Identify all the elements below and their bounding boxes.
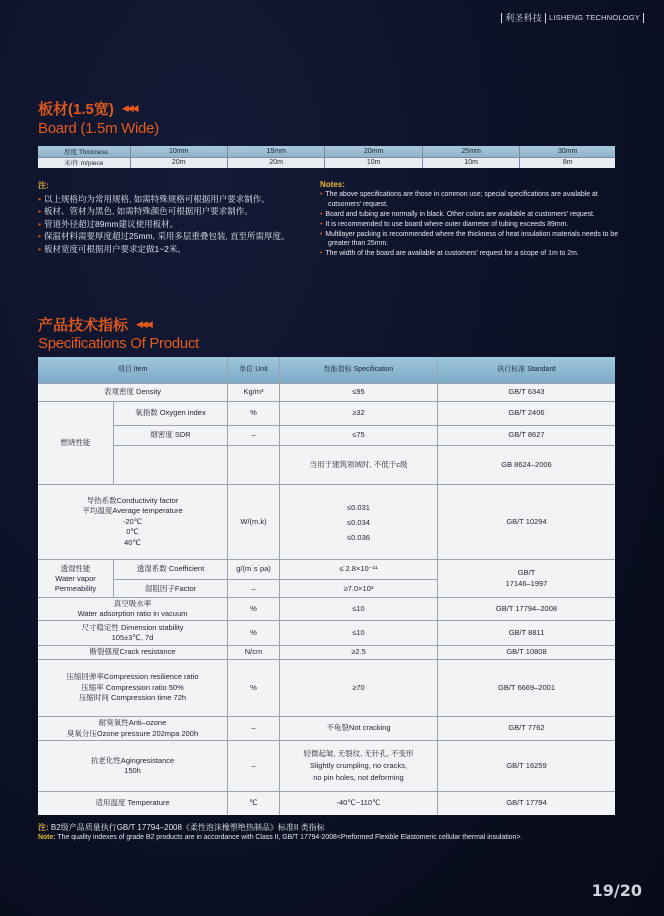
- note-item-cn: • 保温材料需要厚度超过25mm, 采用多层重叠包装, 直至所需厚度。: [38, 231, 290, 242]
- triple-arrow-icon: ◀◀◀: [136, 319, 151, 329]
- vapor-group-label: [38, 560, 114, 597]
- item-cell: 表观密度 Density: [38, 384, 228, 401]
- group-line: 透湿性能: [60, 563, 91, 573]
- unit-cell: N/cm: [228, 646, 280, 659]
- footer-note-en: [38, 834, 522, 841]
- unit-cell: ℃: [228, 792, 280, 815]
- unit-cell: –: [228, 425, 280, 445]
- spec-line: 轻微起皱, 无裂纹, 无针孔, 不变形: [303, 749, 414, 758]
- unit-cell: %: [228, 621, 280, 645]
- spec-cell: ≥70: [280, 660, 438, 716]
- spec-title-cn: [38, 314, 151, 335]
- note-text: It is recommended to use board where outer diameter of tubing exceeds 89mm.: [325, 220, 569, 228]
- board-title-cn: [38, 98, 137, 119]
- brand-header: [501, 11, 644, 24]
- length-cell: 10m: [325, 157, 422, 168]
- item-cell-empty: [114, 446, 228, 485]
- board-length-row: [38, 157, 615, 168]
- table-row-vacuum: [38, 597, 615, 620]
- thickness-label-cn: 厚度: [64, 148, 77, 156]
- footer-note-text: B2级产品质量执行GB/T 17794–2008《柔性泡沫橡塑绝热制品》标准II 类指标: [50, 823, 325, 832]
- item-cell: [38, 717, 228, 740]
- thickness-cell: 15mm: [227, 146, 324, 157]
- standard-cell: GB/T 8811: [508, 627, 545, 637]
- standard-cell: GB/T 6343: [508, 387, 545, 397]
- brand-divider: [501, 13, 502, 23]
- unit-cell-empty: [228, 445, 280, 485]
- header-standard: 执行标准 Standard: [497, 365, 556, 373]
- flame-group-label: 燃烧性能: [38, 402, 114, 484]
- item-line: 0℃: [126, 527, 139, 537]
- item-line: 压缩率 Compression ratio 50%: [81, 682, 184, 692]
- item-line: 耐臭氧性Anti–ozone: [98, 718, 167, 727]
- notes-en-title: Notes:: [320, 180, 345, 189]
- board-title-en: Board (1.5m Wide): [38, 120, 159, 137]
- item-line: 平均温度Average temperature: [82, 506, 183, 516]
- table-row-ozone: [38, 716, 615, 740]
- item-cell: [38, 598, 228, 620]
- spec-line: ≤0.036: [347, 532, 370, 542]
- note-item-cn: • 板材、管材为黑色, 如需特殊颜色可根据用户要求制作。: [38, 206, 253, 217]
- thickness-label-en: Thickness: [78, 148, 109, 156]
- table-row-dimension: [38, 620, 615, 645]
- spec-cell: ≥2.5: [280, 646, 438, 659]
- sub-row-smoke: [114, 425, 228, 445]
- header-item: 项目 Item: [38, 357, 228, 383]
- standard-cell: GB/T 8627: [438, 425, 615, 445]
- item-cell: [38, 660, 228, 716]
- item-line: 导热系数Conductivity factor: [86, 495, 179, 505]
- standard-cell: [438, 560, 615, 597]
- note-text: 管道外径超过89mm建议使用板材。: [43, 218, 179, 229]
- item-cell: 氧指数 Oxygen index: [114, 402, 228, 425]
- spec-cell: 不龟裂Not cracking: [280, 717, 438, 740]
- thickness-cell: 30mm: [520, 146, 615, 157]
- board-thickness-row: [38, 146, 615, 157]
- table-row-conductivity: [38, 484, 615, 559]
- note-text: 板材、管材为黑色, 如需特殊颜色可根据用户要求制作。: [43, 206, 253, 217]
- note-item-en: • Board and tubing are normally in black. Other colors are available at customers' request.: [320, 210, 595, 218]
- unit-cell: %: [228, 402, 280, 425]
- item-line: 真空吸水率: [113, 598, 152, 608]
- notes-en: [320, 180, 620, 259]
- notes-cn: [38, 180, 308, 256]
- spec-line: ≤0.031: [347, 502, 370, 512]
- note-item-cn: • 管道外径超过89mm建议使用板材。: [38, 218, 179, 229]
- standard-cell: GB/T 16259: [506, 760, 547, 770]
- unit-cell: –: [228, 579, 280, 598]
- sub-row-oxygen: [114, 402, 228, 425]
- standard-cell: GB/T 17794: [506, 798, 547, 808]
- note-item-cn: • 板材宽度可根据用户要求定做1~2米。: [38, 243, 186, 254]
- note-item-en: • The above specifications are those in common use; special specifications are available at cutsomers' request.: [320, 190, 598, 208]
- note-text: The above specifications are those in common use; special specifications are available at cutsomers' request.: [325, 190, 598, 208]
- thickness-cell: 25mm: [422, 146, 519, 157]
- header-spec: 性能指标 Specification: [280, 357, 438, 383]
- unit-cell: g/(m˙s˙pa): [228, 560, 280, 579]
- item-cell: 湿阻因子Factor: [114, 580, 228, 598]
- sub-row-factor: [114, 579, 228, 598]
- item-cell: [38, 621, 228, 645]
- std-line: GB/T: [517, 568, 536, 577]
- unit-cell: %: [228, 660, 280, 716]
- spec-line: ≤0.034: [347, 517, 370, 527]
- spec-cell: [280, 485, 438, 559]
- spec-cell: ≥32: [280, 402, 438, 425]
- standard-cell: GB/T 2406: [508, 408, 545, 418]
- unit-cell: %: [228, 598, 280, 620]
- note-item-en: • The width of the board are available at customers' request for a scope of 1m to 2m.: [320, 250, 579, 258]
- item-line: -20℃: [122, 516, 143, 526]
- length-cell: 20m: [130, 157, 227, 168]
- note-item-en: • It is recommended to use board where outer diameter of tubing exceeds 89mm.: [320, 220, 569, 228]
- spec-cell: ≤10: [280, 621, 438, 645]
- sub-row-coef: [114, 560, 228, 579]
- group-line: Permeability: [54, 583, 97, 593]
- spec-table: [38, 357, 615, 815]
- item-line: 抗老化性Agingresistance: [90, 755, 175, 765]
- spec-cell: ≤95: [280, 384, 438, 401]
- footer-note-label: Note:: [38, 834, 56, 841]
- spec-cell: 当用于建筑领域时, 不低于c级: [280, 445, 438, 485]
- std-line: 17146–1997: [505, 578, 548, 588]
- spec-title-en: Specifications Of Product: [38, 335, 199, 352]
- standard-cell: GB/T 10808: [506, 647, 547, 657]
- board-spec-table: [38, 146, 615, 168]
- spec-line: Slightly crumpling, no cracks,: [309, 761, 408, 770]
- length-cell: 10m: [422, 157, 519, 168]
- item-cell: 透湿系数 Coefficient: [114, 560, 228, 579]
- standard-cell: GB/T 17794–2008: [495, 603, 558, 613]
- item-cell: [38, 485, 228, 559]
- item-line: 尺寸稳定性 Dimension stability: [81, 622, 184, 632]
- note-text: 以上规格均为常用规格, 如需特殊规格可根据用户要求制作。: [43, 193, 270, 204]
- note-text: Board and tubing are normally in black. Other colors are available at customers' request.: [325, 210, 595, 218]
- note-text: 板材宽度可根据用户要求定做1~2米。: [43, 243, 186, 254]
- triple-arrow-icon: ◀◀◀: [121, 103, 137, 113]
- table-row-flame: [38, 401, 615, 484]
- standard-cell: GB/T 7762: [508, 723, 545, 733]
- page-number: 19/20: [591, 881, 642, 900]
- table-row-vapor: [38, 559, 615, 597]
- item-cell: 断裂强度Crack resistance: [38, 646, 228, 659]
- length-cell: 8m: [520, 157, 615, 168]
- spec-cell: [280, 741, 438, 791]
- footer-note-label: 注:: [38, 823, 49, 832]
- brand-name-en: LISHENG TECHNOLOGY: [549, 13, 640, 22]
- item-line: 压缩回弹率Compression resilience ratio: [66, 672, 199, 682]
- item-line: 压缩时间 Compression time 72h: [78, 693, 187, 703]
- brand-name-cn: 利圣科技: [505, 13, 543, 23]
- standard-cell: GB/T 10294: [506, 516, 547, 526]
- item-line: Water adsorption ratio in vacuum: [77, 609, 188, 618]
- spec-cell: -40℃~110℃: [280, 792, 438, 815]
- unit-cell: –: [228, 717, 280, 740]
- unit-cell: W/(m.k): [228, 485, 280, 559]
- item-line: 40℃: [124, 537, 141, 547]
- standard-cell: GB 8624–2006: [438, 445, 615, 485]
- spec-cell: ≤10: [280, 598, 438, 620]
- table-row-aging: [38, 740, 615, 791]
- footer-note-cn: [38, 822, 325, 833]
- header-unit: 单位 Unit: [228, 357, 280, 383]
- note-item-cn: • 以上规格均为常用规格, 如需特殊规格可根据用户要求制作。: [38, 193, 270, 204]
- length-label-en: m/piece: [80, 160, 104, 168]
- table-row-temperature: [38, 791, 615, 815]
- length-cell: 20m: [227, 157, 324, 168]
- item-line: 150h: [124, 766, 141, 775]
- group-line: Water vapor: [55, 573, 96, 583]
- item-cell: [38, 741, 228, 791]
- notes-cn-title: 注:: [38, 181, 49, 190]
- note-text: Multilayer packing is recommended where the thickness of heat insulation materials needs to be greater than 25mm.: [325, 230, 619, 248]
- footer-note-text: The quality indexes of grade B2 products are in accordance with Class II, GB/T 17794-2008<Preformed Flexible Elastomeric cellular thermal insulation>.: [57, 834, 523, 841]
- spec-cell: ≤75: [280, 425, 438, 445]
- thickness-label: [38, 146, 130, 157]
- standard-cell: GB/T 6669–2001: [498, 682, 555, 692]
- item-line: 臭氧分压Ozone pressure 202mpa 200h: [66, 728, 199, 738]
- item-cell: 适用温度 Temperature: [38, 792, 228, 815]
- thickness-cell: 10mm: [130, 146, 227, 157]
- length-label-cn: 米/件: [64, 160, 79, 168]
- spec-header-row: [38, 357, 615, 383]
- spec-cell: ≤ 2.8×10⁻¹¹: [280, 560, 438, 579]
- note-text: The width of the board are available at customers' request for a scope of 1m to 2m.: [325, 250, 579, 258]
- board-title-cn-text: 板材(1.5宽): [38, 101, 114, 118]
- note-text: 保温材料需要厚度超过25mm, 采用多层重叠包装, 直至所需厚度。: [43, 231, 290, 242]
- item-cell: 烟密度 SDR: [114, 426, 228, 445]
- note-item-en: • Multilayer packing is recommended where the thickness of heat insulation materials needs to be greater than 25mm.: [320, 230, 619, 248]
- spec-cell: ≥7.0×10³: [280, 579, 438, 598]
- table-row-crack: [38, 645, 615, 659]
- length-label: [38, 157, 130, 168]
- spec-title-cn-text: 产品技术指标: [38, 317, 129, 334]
- brand-divider: [545, 13, 546, 23]
- unit-cell: Kg/m³: [228, 384, 280, 401]
- spec-line: no pin holes, not deforming: [313, 773, 404, 782]
- table-row-density: [38, 383, 615, 401]
- thickness-cell: 20mm: [325, 146, 422, 157]
- brand-divider: [643, 13, 644, 23]
- item-line: 105±3℃, 7d: [111, 633, 154, 642]
- unit-cell: –: [228, 741, 280, 791]
- sub-row-building: [114, 445, 228, 485]
- table-row-compression: [38, 659, 615, 716]
